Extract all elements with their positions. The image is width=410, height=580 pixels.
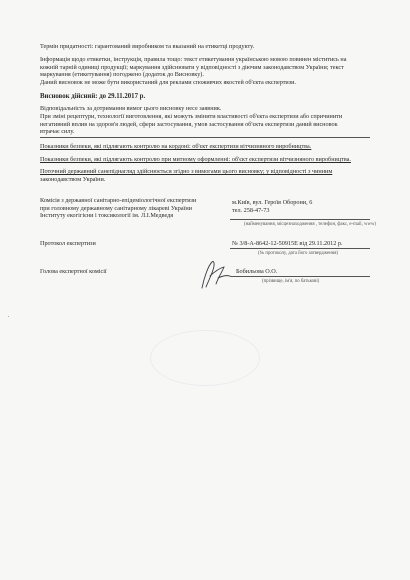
commission-address-line-1: м.Київ, вул. Героїв Оборони, 6 xyxy=(232,199,313,206)
commission-head-name: Бобильова О.О. xyxy=(236,268,278,275)
border-control-text: Показники безпеки, які підлягають контролю на кордоні: об'єкт експертизи вітчизняного виробництва. xyxy=(40,143,312,150)
address-underline xyxy=(230,219,370,220)
responsibility-line-2: При зміні рецептури, технології виготовлення, які можуть змінити властивості об'єкта експертизи або спричинити xyxy=(40,113,343,120)
protocol-underline xyxy=(230,248,370,249)
address-caption: (найменування, місцезнаходження , телефон, факс, e-mail, www) xyxy=(244,222,377,227)
commission-name-line-2: при головному державному санітарному лікареві України xyxy=(40,204,192,212)
commission-address-line-2: тел. 258-47-73 xyxy=(232,206,270,214)
section-divider xyxy=(40,137,370,138)
label-info-line-3: маркування (етикетування) погоджено (додаток до Висновку). xyxy=(40,71,204,78)
commission-head-label: Голова експертної комісії xyxy=(40,268,107,275)
name-caption: (прізвище, ім'я, по батькові) xyxy=(262,279,320,284)
responsibility-line-4: втрачає силу. xyxy=(40,128,75,135)
protocol-caption: (№ протоколу, дата його затвердження) xyxy=(258,251,339,256)
label-info-line-2: кожній тарній одиниці продукції; маркування здійснювати у відповідності з діючим законодавством України; текст xyxy=(40,63,344,71)
protocol-number: № 3/8-А-8642-12-50915Е від 29.11.2012 р. xyxy=(232,240,343,247)
supervision-line-1: Поточний державний санепіднагляд здійснюється згідно з вимогами цього висновку; у відповідності з чинним xyxy=(40,168,333,175)
label-info-line-4: Даний висновок не може бути використаний для реклами споживчих якостей об'єкта експертизи. xyxy=(40,79,297,86)
signature-underline xyxy=(230,276,370,277)
commission-name-line-3: Інституту екогігієни і токсикології ім. Л.І.Медведя xyxy=(40,212,174,219)
faint-stamp xyxy=(150,330,260,386)
customs-control-text: Показники безпеки, які підлягають контролю при митному оформленні: об'єкт експертизи вітчизняного виробництва. xyxy=(40,156,351,163)
responsibility-line-1: Відповідальність за дотримання вимог цього висновку несе заявник. xyxy=(40,105,222,112)
responsibility-line-3: негативний вплив на здоров'я людей, сфери застосування, умов застосування об'єкта експертизи даний висновок xyxy=(40,120,338,128)
supervision-line-2: законодавством України. xyxy=(40,175,106,183)
shelf-life-text: Термін придатності: гарантований виробником та вказаний на етикетці продукту. xyxy=(40,43,255,50)
validity-heading: Висновок дійсний: до 29.11.2017 р. xyxy=(40,93,146,100)
protocol-label: Протокол експертизи xyxy=(40,240,96,247)
label-info-line-1: Інформація щодо етикетки, інструкція, правила тощо: текст етикетування українською мовою повинен міститись на xyxy=(40,56,347,63)
commission-name-line-1: Комісія з державної санітарно-епідеміологічної експертизи xyxy=(40,197,197,204)
handwritten-signature xyxy=(196,258,236,292)
scan-speck xyxy=(8,316,9,317)
